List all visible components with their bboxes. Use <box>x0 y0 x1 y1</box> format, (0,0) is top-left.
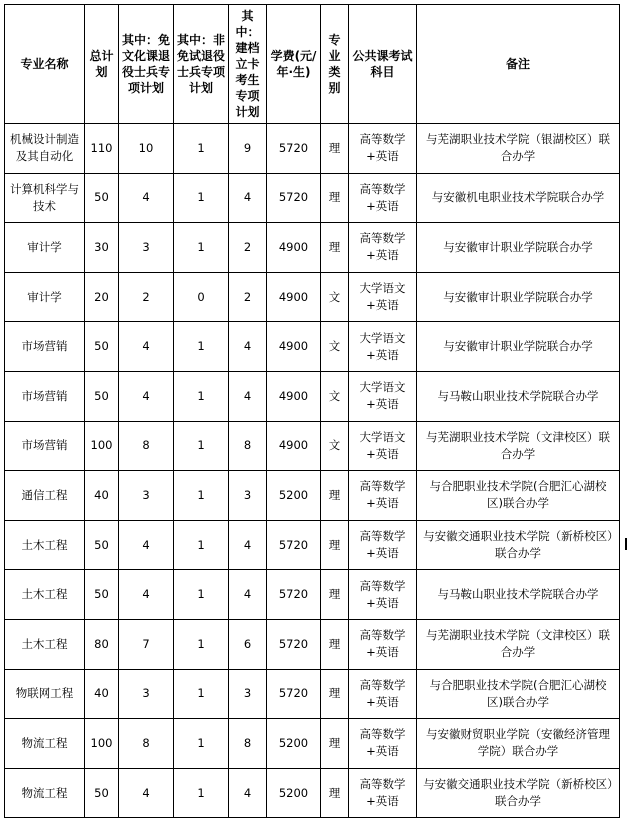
cell-type: 理 <box>321 223 349 273</box>
cell-plan-a: 8 <box>119 719 174 769</box>
cell-plan-c: 8 <box>229 421 267 471</box>
cell-total: 80 <box>85 619 119 669</box>
cell-plan-b: 1 <box>174 719 229 769</box>
header-note: 备注 <box>417 5 620 124</box>
table-row <box>5 570 620 620</box>
cell-plan-c: 3 <box>229 669 267 719</box>
cell-fee: 5200 <box>267 719 321 769</box>
cell-plan-a: 4 <box>119 371 174 421</box>
cell-note: 与安徽交通职业技术学院（新桥校区）联合办学 <box>417 520 620 570</box>
cell-name: 市场营销 <box>5 322 85 372</box>
cell-total: 100 <box>85 719 119 769</box>
cell-subject: 高等数学+英语 <box>349 124 417 174</box>
cell-type: 理 <box>321 619 349 669</box>
cell-plan-c: 4 <box>229 322 267 372</box>
cell-fee: 5720 <box>267 669 321 719</box>
cell-name: 市场营销 <box>5 421 85 471</box>
cell-plan-b: 1 <box>174 223 229 273</box>
cell-plan-c: 9 <box>229 124 267 174</box>
cell-plan-b: 1 <box>174 371 229 421</box>
cell-name: 审计学 <box>5 223 85 273</box>
table-row <box>5 124 620 174</box>
cell-total: 50 <box>85 173 119 223</box>
cell-subject: 高等数学+英语 <box>349 719 417 769</box>
cell-plan-a: 4 <box>119 570 174 620</box>
cell-total: 50 <box>85 570 119 620</box>
cell-total: 50 <box>85 371 119 421</box>
cell-plan-c: 4 <box>229 520 267 570</box>
cell-plan-c: 4 <box>229 768 267 818</box>
cell-total: 50 <box>85 768 119 818</box>
cell-type: 文 <box>321 272 349 322</box>
cell-type: 理 <box>321 520 349 570</box>
cell-fee: 5720 <box>267 173 321 223</box>
cell-note: 与芜湖职业技术学院（文津校区）联合办学 <box>417 421 620 471</box>
cell-fee: 4900 <box>267 272 321 322</box>
cell-plan-c: 2 <box>229 223 267 273</box>
cell-total: 100 <box>85 421 119 471</box>
cell-note: 与合肥职业技术学院(合肥汇心湖校区)联合办学 <box>417 669 620 719</box>
cell-plan-a: 4 <box>119 520 174 570</box>
cell-note: 与安徽审计职业学院联合办学 <box>417 322 620 372</box>
cell-plan-c: 4 <box>229 371 267 421</box>
cell-plan-b: 1 <box>174 520 229 570</box>
cell-name: 土木工程 <box>5 619 85 669</box>
cell-plan-a: 4 <box>119 768 174 818</box>
cell-plan-b: 1 <box>174 619 229 669</box>
cell-plan-b: 1 <box>174 124 229 174</box>
cell-note: 与马鞍山职业技术学院联合办学 <box>417 570 620 620</box>
cell-plan-b: 0 <box>174 272 229 322</box>
cell-name: 机械设计制造及其自动化 <box>5 124 85 174</box>
cell-plan-c: 4 <box>229 570 267 620</box>
cell-note: 与马鞍山职业技术学院联合办学 <box>417 371 620 421</box>
cell-fee: 4900 <box>267 371 321 421</box>
header-row <box>5 5 620 124</box>
cell-plan-b: 1 <box>174 570 229 620</box>
cell-plan-a: 3 <box>119 471 174 521</box>
table-row <box>5 371 620 421</box>
cell-subject: 大学语文+英语 <box>349 322 417 372</box>
cell-type: 理 <box>321 669 349 719</box>
cell-fee: 5720 <box>267 520 321 570</box>
cell-total: 20 <box>85 272 119 322</box>
cell-plan-b: 1 <box>174 322 229 372</box>
cell-plan-a: 10 <box>119 124 174 174</box>
cell-type: 文 <box>321 371 349 421</box>
table-row <box>5 619 620 669</box>
cell-type: 理 <box>321 768 349 818</box>
cell-plan-b: 1 <box>174 768 229 818</box>
cell-plan-a: 4 <box>119 173 174 223</box>
table-row <box>5 421 620 471</box>
cell-fee: 5720 <box>267 124 321 174</box>
cell-subject: 大学语文+英语 <box>349 371 417 421</box>
cell-plan-a: 4 <box>119 322 174 372</box>
cell-type: 理 <box>321 570 349 620</box>
header-fee: 学费(元/年·生) <box>267 5 321 124</box>
cell-subject: 高等数学+英语 <box>349 173 417 223</box>
enrollment-plan-table <box>4 4 620 818</box>
cell-fee: 5720 <box>267 570 321 620</box>
cell-type: 文 <box>321 322 349 372</box>
cell-subject: 高等数学+英语 <box>349 223 417 273</box>
table-row <box>5 223 620 273</box>
header-type: 专业类别 <box>321 5 349 124</box>
cell-plan-b: 1 <box>174 173 229 223</box>
cell-note: 与安徽交通职业技术学院（新桥校区）联合办学 <box>417 768 620 818</box>
edge-mark <box>625 538 627 550</box>
cell-plan-a: 8 <box>119 421 174 471</box>
cell-plan-c: 8 <box>229 719 267 769</box>
cell-total: 110 <box>85 124 119 174</box>
cell-subject: 大学语文+英语 <box>349 272 417 322</box>
cell-note: 与安徽审计职业学院联合办学 <box>417 223 620 273</box>
header-subject: 公共课考试科目 <box>349 5 417 124</box>
table-row <box>5 272 620 322</box>
cell-type: 文 <box>321 421 349 471</box>
cell-plan-a: 7 <box>119 619 174 669</box>
cell-type: 理 <box>321 124 349 174</box>
cell-plan-a: 3 <box>119 223 174 273</box>
cell-plan-c: 3 <box>229 471 267 521</box>
cell-name: 市场营销 <box>5 371 85 421</box>
cell-plan-b: 1 <box>174 421 229 471</box>
table-row <box>5 173 620 223</box>
cell-type: 理 <box>321 719 349 769</box>
cell-name: 通信工程 <box>5 471 85 521</box>
cell-name: 土木工程 <box>5 570 85 620</box>
cell-fee: 4900 <box>267 223 321 273</box>
cell-plan-c: 4 <box>229 173 267 223</box>
cell-plan-c: 6 <box>229 619 267 669</box>
cell-total: 40 <box>85 471 119 521</box>
cell-subject: 高等数学+英语 <box>349 669 417 719</box>
cell-name: 物联网工程 <box>5 669 85 719</box>
header-plan-a: 其中：免文化课退役士兵专项计划 <box>119 5 174 124</box>
cell-plan-c: 2 <box>229 272 267 322</box>
cell-note: 与安徽财贸职业学院（安徽经济管理学院）联合办学 <box>417 719 620 769</box>
cell-subject: 高等数学+英语 <box>349 471 417 521</box>
table-row <box>5 768 620 818</box>
table-row <box>5 471 620 521</box>
table-row <box>5 669 620 719</box>
cell-note: 与安徽审计职业学院联合办学 <box>417 272 620 322</box>
cell-total: 30 <box>85 223 119 273</box>
cell-subject: 大学语文+英语 <box>349 421 417 471</box>
header-plan-b: 其中：非免试退役士兵专项计划 <box>174 5 229 124</box>
header-total: 总计划 <box>85 5 119 124</box>
cell-name: 物流工程 <box>5 768 85 818</box>
cell-note: 与芜湖职业技术学院（银湖校区）联合办学 <box>417 124 620 174</box>
cell-fee: 5200 <box>267 768 321 818</box>
header-plan-c: 其中：建档立卡考生专项计划 <box>229 5 267 124</box>
cell-name: 计算机科学与技术 <box>5 173 85 223</box>
cell-fee: 4900 <box>267 421 321 471</box>
table-row <box>5 322 620 372</box>
cell-plan-b: 1 <box>174 669 229 719</box>
cell-note: 与安徽机电职业技术学院联合办学 <box>417 173 620 223</box>
header-name: 专业名称 <box>5 5 85 124</box>
cell-subject: 高等数学+英语 <box>349 768 417 818</box>
cell-name: 土木工程 <box>5 520 85 570</box>
cell-type: 理 <box>321 173 349 223</box>
cell-name: 物流工程 <box>5 719 85 769</box>
cell-plan-a: 2 <box>119 272 174 322</box>
table-row <box>5 719 620 769</box>
table-row <box>5 520 620 570</box>
cell-fee: 4900 <box>267 322 321 372</box>
cell-fee: 5720 <box>267 619 321 669</box>
cell-plan-a: 3 <box>119 669 174 719</box>
cell-name: 审计学 <box>5 272 85 322</box>
cell-total: 50 <box>85 520 119 570</box>
cell-note: 与芜湖职业技术学院（文津校区）联合办学 <box>417 619 620 669</box>
cell-subject: 高等数学+英语 <box>349 619 417 669</box>
cell-subject: 高等数学+英语 <box>349 520 417 570</box>
cell-note: 与合肥职业技术学院(合肥汇心湖校区)联合办学 <box>417 471 620 521</box>
cell-fee: 5200 <box>267 471 321 521</box>
cell-subject: 高等数学+英语 <box>349 570 417 620</box>
cell-total: 40 <box>85 669 119 719</box>
cell-type: 理 <box>321 471 349 521</box>
cell-total: 50 <box>85 322 119 372</box>
cell-plan-b: 1 <box>174 471 229 521</box>
